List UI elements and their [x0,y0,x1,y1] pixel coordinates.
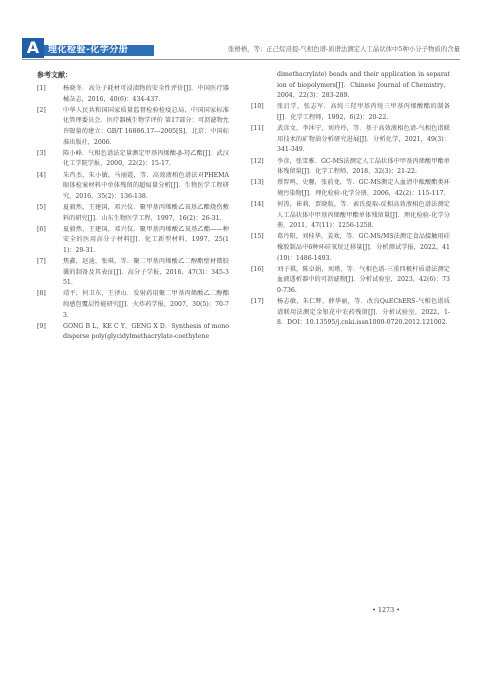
reference-number: [13] [251,179,264,187]
reference-number: [9] [37,322,46,330]
reference-9-continuation: dimethacrylate) beads and their application in separation of biopolymers[J]．Chinese Journal of Chemistry，2004，22(3)：283-289. [277,71,450,100]
reference-text: 陈小峰．气相色谱法定量测定甲基丙烯酸-β-羟乙酯[J]．武汉化工学院学报，2000，22(2)：15-17. [63,149,229,168]
reference-number: [2] [37,106,46,114]
reference-text: 李彦，张雪雅．GC-MS法测定人工晶状体中甲基丙烯酸甲酯单体残留量[J]．化学工程师，2018，32(3)：21-22. [277,157,450,176]
reference-number: [8] [37,290,46,298]
reference-number: [10] [251,103,264,111]
reference-text: 张启学，张志军．高纯三羟甲基丙烷三甲基丙烯酸酯的制备[J]．化学工程师，1992，6(2)：20-22. [277,103,450,121]
logo-mark-icon: A [22,38,44,58]
reference-item [37,322,229,343]
reference-text: GONG B L，KE C Y，GENG X D．Synthesis of monodisperse poly(glycidylmethacrylate-coethylene [63,322,229,341]
reference-item [251,124,450,156]
reference-text: 杨志敏，朱仁辉，薛华丽，等．改良QuEChERS-气相色谱质谱联用法测定金银花中农药残留[J]．分析试验室，2022，1-8．DOI：10.13595/j.cnki.issn1000-0720.2012.121002. [277,298,450,327]
reference-item [37,289,229,321]
reference-number: [15] [251,233,264,241]
reference-number: [3] [37,149,46,157]
journal-logo [22,38,162,58]
reference-text: 何涛，崔莉，贾晓航，等．索氏提取-反相高效液相色谱法测定人工晶状体中甲基丙烯酸甲酯单体残留量[J]．理化检验-化学分册，2011，47(11)：1256-1258. [277,201,450,230]
reference-item [251,200,450,232]
journal-name: 理化检验-化学分册 [36,45,154,56]
reference-text: 武彦文，李沐宁，刘玲玲，等．基于高效液相色谱-气相色谱联用技术的矿物油分析研究进展[J]．分析化学，2021，49(3)：341-349. [277,125,450,154]
running-title: 张梧梧，等：正己烷浸提-气相色谱-质谱法测定人工晶状体中5种小分子物质的含量 [227,45,460,53]
reference-text: 靖平，何卫东，王泽山．发射药用聚二甲基丙烯酸乙二醇酯纯感包覆层性能研究[J]．火炸药学报，2007，30(5)：70-73. [63,290,229,319]
header-divider [22,59,460,60]
reference-number: [5] [37,203,46,211]
reference-text: 夏毅然，王建国，邓兴仪．聚甲基丙烯酸乙氧基乙酯烧伤敷料的研究[J]．山东生物医学工程，1997，16(2)：26-31. [63,203,229,222]
reference-item [37,203,229,224]
reference-number: [6] [37,225,46,233]
reference-text: 杨晓冬．高分子耗材可浸渍物的安全性评价[J]．中国医疗器械杂志，2016，40(6)：434-437. [63,85,229,103]
references-left-column [37,84,229,344]
reference-text: 夏毅然，王建国，邓兴仪．聚甲基丙烯酸乙氧基乙酯——种安全的医用高分子材料[J]．化工新型材料，1997，25(11)：29-31. [63,225,229,254]
reference-item [251,265,450,297]
reference-text: 中华人民共和国国家质量监督检验检疫总局，中国国家标准化管理委员会．医疗器械生物学评价 第17部分：可沥滤物允许限量的建立：GB/T 16886.17—2005[S]．北京：中国标准出版社，2006. [63,106,229,146]
reference-number: [4] [37,171,46,179]
reference-item [37,149,229,170]
reference-number: [7] [37,258,46,266]
reference-item [37,106,229,148]
reference-number: [11] [251,125,264,133]
reference-item [251,157,450,178]
references-heading: 参考文献： [37,70,72,79]
reference-number: [1] [37,85,46,92]
reference-item [251,178,450,199]
page-number: • 1273 • [372,606,400,614]
reference-item [251,232,450,264]
reference-item [37,171,229,203]
reference-number: [14] [251,201,264,209]
reference-number: [12] [251,157,264,165]
reference-item [251,297,450,329]
reference-text: 朱肖杰，朱小敏，马丽霞，等．高效液相色谱法对PHEMA眼体检案材料中单体残留的超痕量分析[J]．生物医学工程研究，2016，35(2)：136-138. [63,171,229,200]
reference-item [251,102,450,123]
reference-item [37,84,229,105]
reference-item [37,225,229,257]
reference-number: [16] [251,265,264,273]
page-header [22,38,460,60]
references-right-column [251,70,450,330]
reference-text: 葛丹阳，刘桂华，姜欢，等．GC-MS/MS法测定食品接触用硅橡胶制品中6种环硅氧烷迁移量[J]．分析测试学报，2022，41(10)：1486-1493. [277,233,450,262]
reference-number: [17] [251,298,264,306]
reference-item [37,257,229,289]
reference-text: 焦鑫，赵迪，张琪，等．聚二甲基丙烯酸乙二醇酯壁材微胶囊的制备及其表征[J]．高分子学报，2016，47(3)：345-351. [63,258,229,287]
reference-text: 刘子祺，陈卓娟，刘瑾，等．气相色谱-三重四极杆质谱法测定血液透析器中的可沥滤物[J]．分析试验室，2023，42(6)：730-736. [277,265,450,295]
reference-text: 蔡智鸣，史馨，张前龙，等．GC-MS测定人血清中酞酸酯类环境污染物[J]．理化检验-化学分册，2006，42(2)：115-117. [277,179,450,197]
